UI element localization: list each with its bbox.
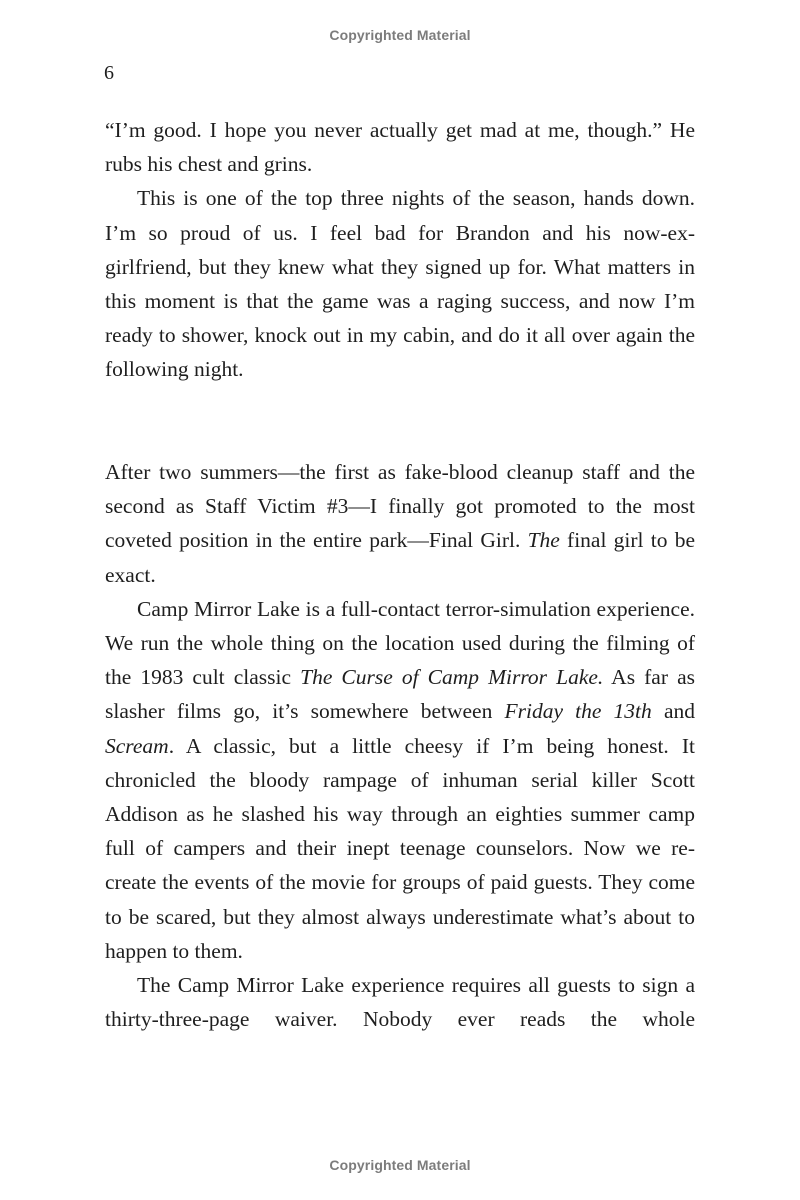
text-run: and	[651, 699, 695, 724]
paragraph-dialogue: “I’m good. I hope you never actually get mad at me, though.” He rubs his chest and grins.	[105, 118, 695, 177]
copyright-watermark-top: Copyrighted Material	[329, 27, 471, 43]
copyright-watermark-bottom: Copyrighted Material	[329, 1157, 471, 1173]
paragraph-waiver: The Camp Mirror Lake experience requires all guests to sign a thirty-three-page waiver. Nobody ever reads the whole	[105, 973, 695, 1032]
paragraph-two-summers	[105, 455, 695, 592]
italic-movie-title: Scream	[105, 733, 169, 758]
italic-movie-title: The Curse of Camp Mirror Lake.	[300, 665, 604, 690]
text-run: After two summers—the first as fake-blood cleanup staff and the second as Staff Victim #3—I finally got promoted to the most coveted position in the entire park—Final Girl.	[105, 460, 695, 553]
italic-movie-title: Friday the 13th	[504, 699, 652, 724]
text-section-2	[105, 455, 695, 1036]
page-number: 6	[104, 62, 114, 84]
italic-run: The	[527, 528, 560, 553]
text-run: final girl to be exact.	[105, 528, 695, 587]
text-run: As far as slasher films go, it’s somewhere between	[105, 665, 695, 724]
text-section-1	[105, 113, 695, 387]
paragraph-top-three-nights: This is one of the top three nights of the season, hands down. I’m so proud of us. I feel bad for Brandon and his now-ex-girlfriend, but they knew what they signed up for. What matters in this moment is that the game was a raging success, and now I’m ready to shower, knock out in my cabin, and do it all over again the following night.	[105, 186, 695, 382]
text-run: . A classic, but a little cheesy if I’m being honest. It chronicled the bloody rampage of inhuman serial killer Scott Addison as he slashed his way through an eighties summer camp full of campers and their inept teenage counselors. Now we re-create the events of the movie for groups of paid guests. They come to be scared, but they almost always underestimate what’s about to happen to them.	[105, 733, 695, 963]
text-run: Camp Mirror Lake is a full-contact terror-simulation experience. We run the whole thing on the location used during the filming of the 1983 cult classic	[105, 596, 695, 690]
paragraph-camp-mirror-lake	[105, 592, 695, 968]
